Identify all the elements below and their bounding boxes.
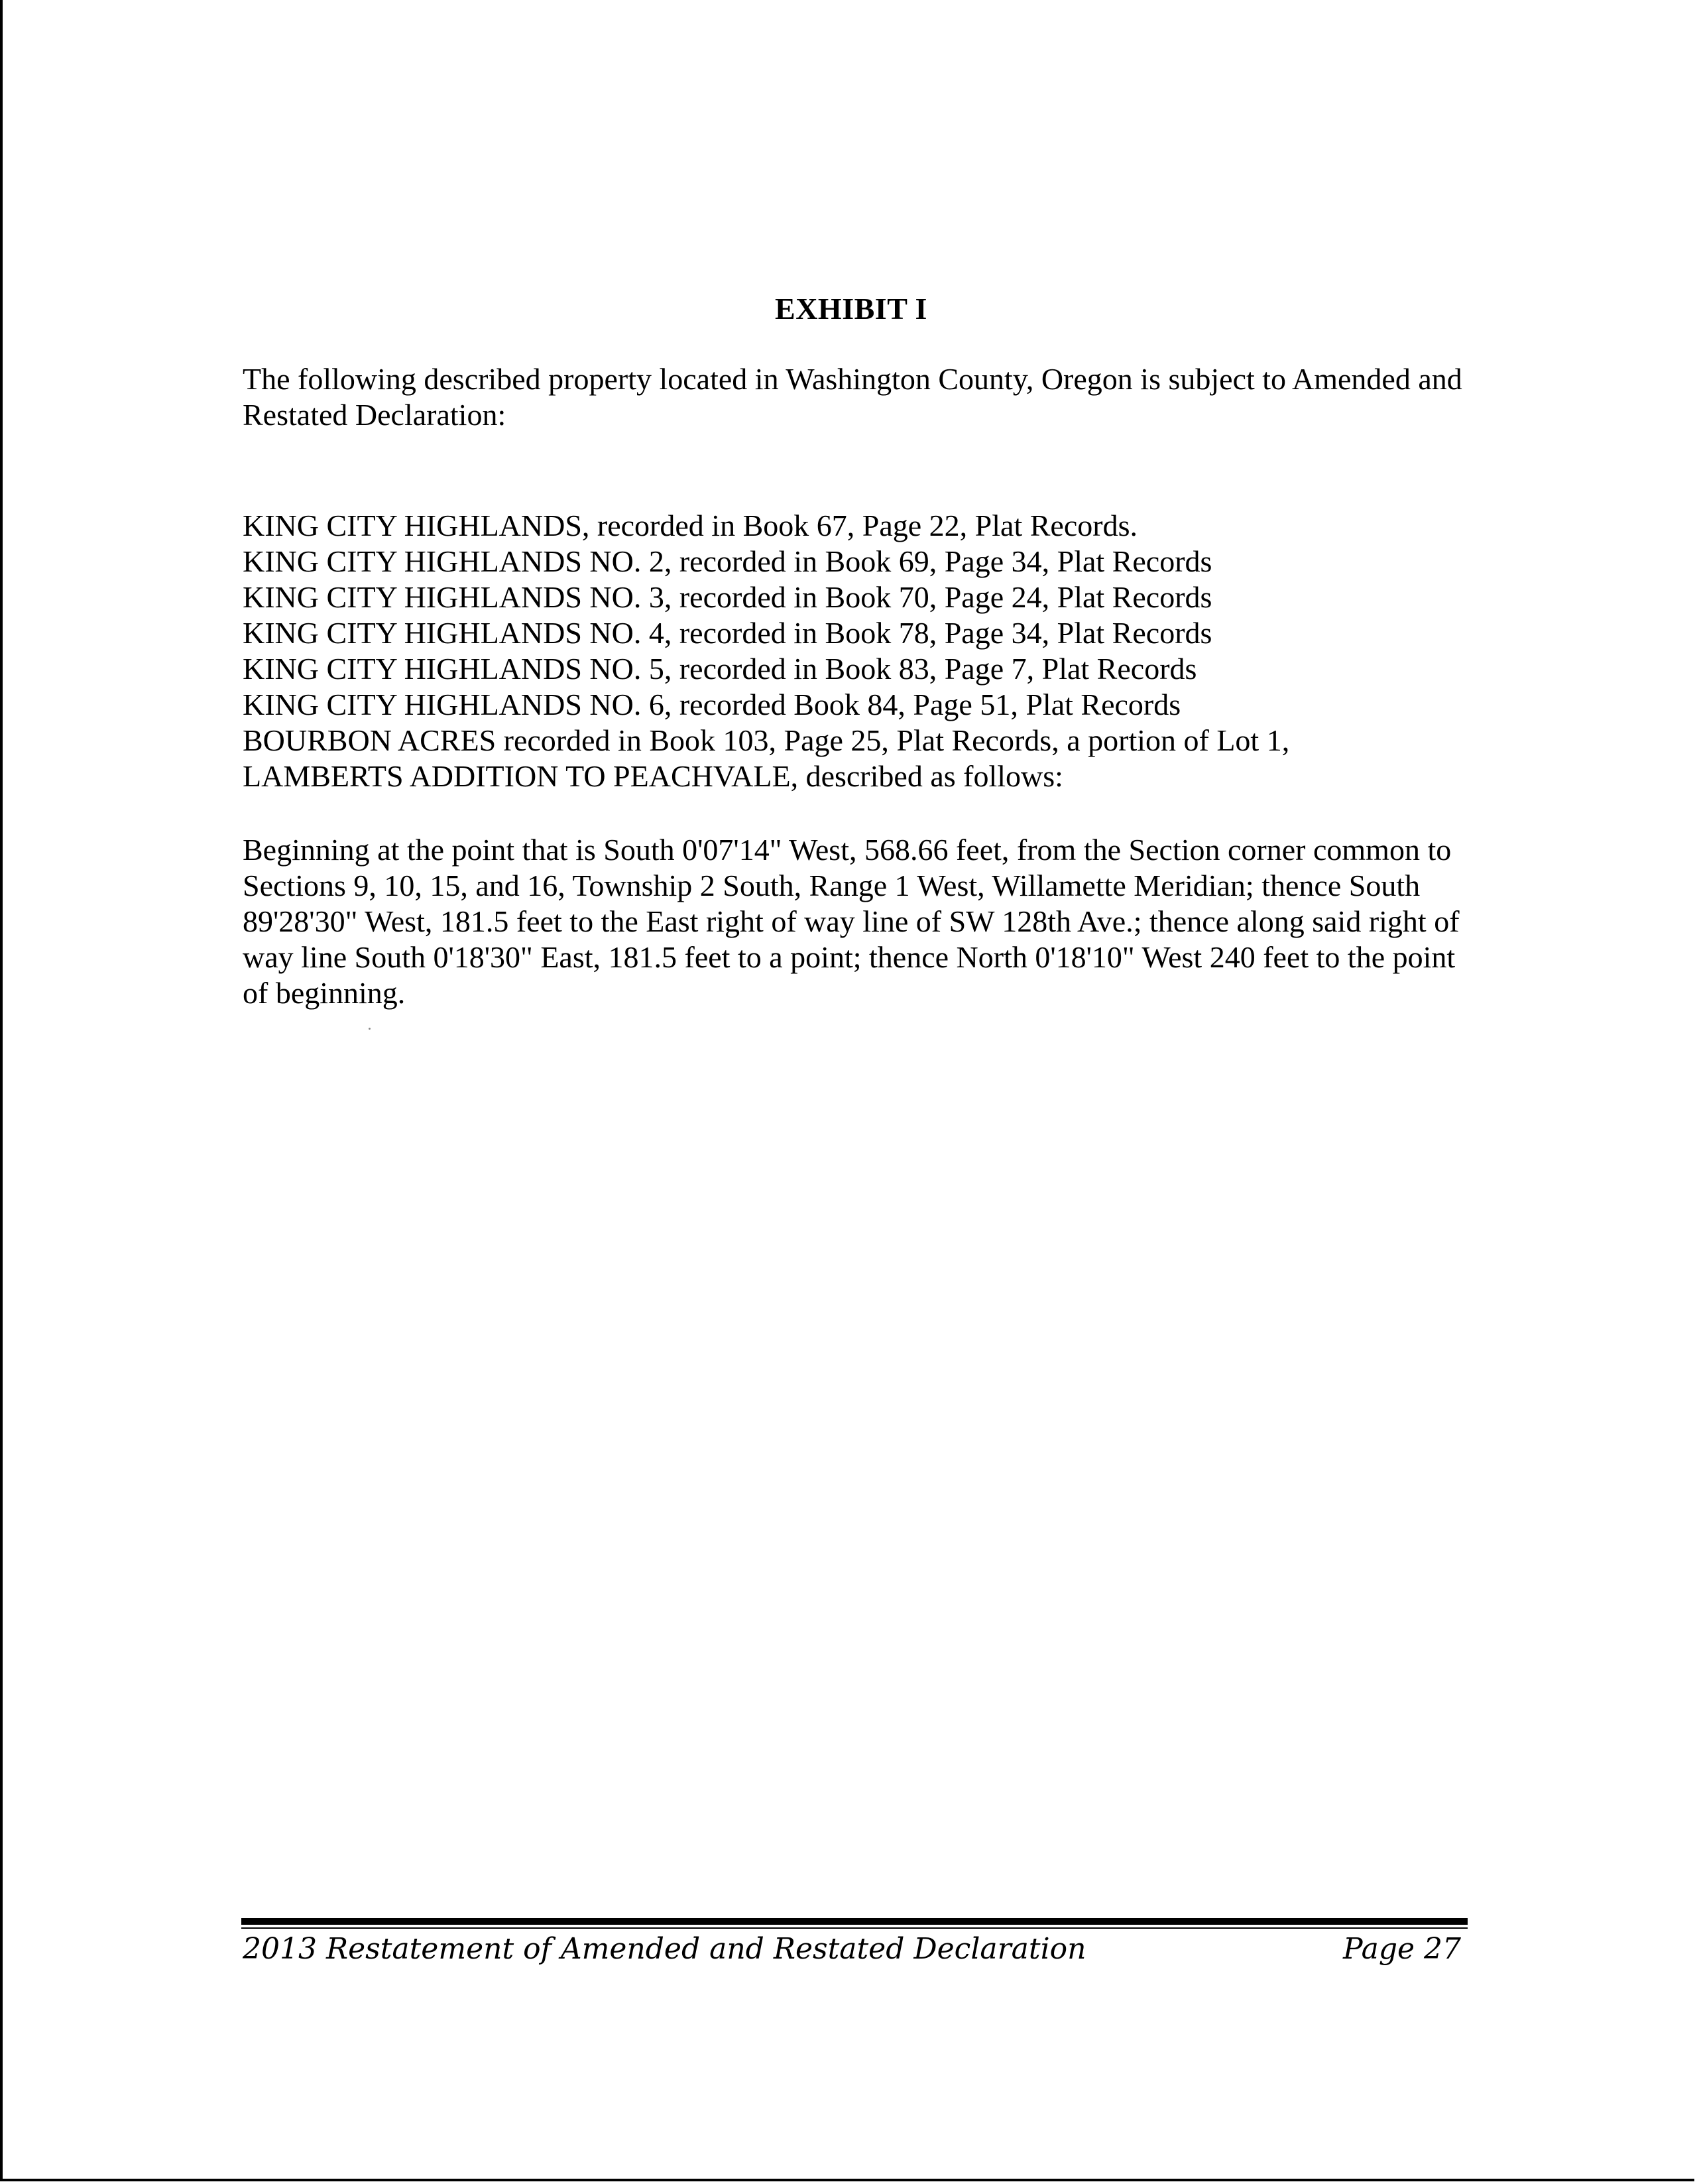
plat-record-line: KING CITY HIGHLANDS NO. 5, recorded in Book 83, Page 7, Plat Records (243, 652, 1197, 686)
plat-record-line: KING CITY HIGHLANDS NO. 6, recorded Book 84, Page 51, Plat Records (243, 688, 1181, 721)
plat-record-line: BOURBON ACRES recorded in Book 103, Page 25, Plat Records, a portion of Lot 1, (243, 723, 1290, 757)
plat-record-line: KING CITY HIGHLANDS NO. 4, recorded in Book 78, Page 34, Plat Records (243, 616, 1212, 650)
plat-record-line: KING CITY HIGHLANDS NO. 3, recorded in Book 70, Page 24, Plat Records (243, 580, 1212, 614)
exhibit-title: EXHIBIT I (775, 292, 927, 326)
plat-records-list (243, 508, 1462, 794)
footer-rule (241, 1918, 1468, 1925)
footer-rule-thin (241, 1927, 1468, 1929)
scan-speck (369, 1028, 371, 1030)
plat-record-line: KING CITY HIGHLANDS, recorded in Book 67, Page 22, Plat Records. (243, 509, 1138, 542)
plat-record-line: KING CITY HIGHLANDS NO. 2, recorded in Book 69, Page 34, Plat Records (243, 544, 1212, 578)
legal-description-paragraph: Beginning at the point that is South 0'07'14" West, 568.66 feet, from the Section corner common to Sections 9, 10, 15, and 16, Township 2 South, Range 1 West, Willamette Meridian; thence South 89'28'30" West, 181.5 feet to the East right of way line of SW 128th Ave.; thence along said right of way line South 0'18'30" East, 181.5 feet to a point; thence North 0'18'10" West 240 feet to the point of beginning. (243, 833, 1460, 1010)
plat-record-line: LAMBERTS ADDITION TO PEACHVALE, described as follows: (243, 759, 1063, 793)
footer-document-title: 2013 Restatement of Amended and Restated Declaration (243, 1932, 1086, 1966)
footer-page-number: Page 27 (1342, 1932, 1461, 1966)
intro-paragraph: The following described property located in Washington County, Oregon is subject to Amended and Restated Declaration: (243, 362, 1462, 432)
